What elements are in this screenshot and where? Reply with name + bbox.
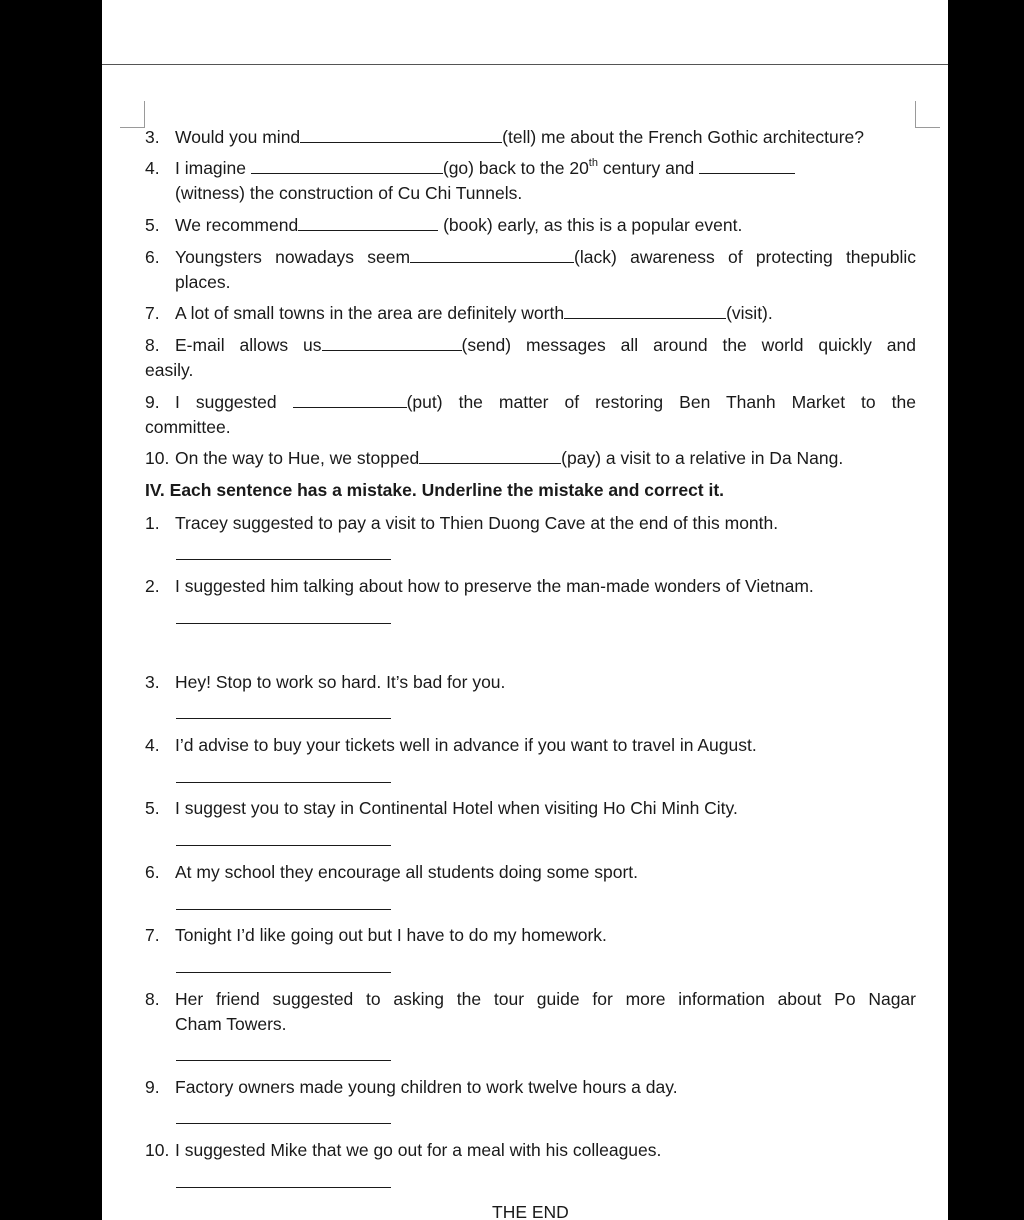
answer-blank[interactable] [322, 336, 462, 351]
exercise-item-4: 4. I imagine (go) back to the 20th century and [145, 158, 795, 178]
exercise-item-7: 7. A lot of small towns in the area are definitely worth (visit). [145, 303, 773, 323]
exercise-item-4-cont: (witness) the construction of Cu Chi Tunnels. [175, 183, 523, 203]
exercise-item-6: 6. Youngsters nowadays seem (lack) awareness of protecting thepublic [145, 247, 916, 267]
exercise-item-3: 3. Would you mind (tell) me about the French Gothic architecture? [145, 127, 865, 147]
crop-mark-right [915, 101, 940, 128]
mistake-item-9: 9. Factory owners made young children to work twelve hours a day. [145, 1077, 678, 1097]
mistake-item-6: 6. At my school they encourage all students doing some sport. [145, 862, 639, 882]
exercise-item-6-cont: places. [175, 272, 231, 292]
exercise-item-9-cont: committee. [145, 417, 231, 437]
mistake-item-1: 1. Tracey suggested to pay a visit to Thien Duong Cave at the end of this month. [145, 513, 779, 533]
exercise-item-8-cont: easily. [145, 360, 194, 380]
mistake-item-8: 8. Her friend suggested to asking the tour guide for more information about Po Nagar [145, 989, 916, 1009]
mistake-item-5: 5. I suggest you to stay in Continental Hotel when visiting Ho Chi Minh City. [145, 798, 738, 818]
crop-mark-left [120, 101, 145, 128]
answer-blank[interactable] [298, 216, 438, 231]
exercise-item-10: 10. On the way to Hue, we stopped (pay) a visit to a relative in Da Nang. [145, 448, 844, 468]
answer-line[interactable] [176, 559, 391, 560]
answer-line[interactable] [176, 718, 391, 719]
mistake-item-8-cont: Cham Towers. [175, 1014, 287, 1034]
answer-line[interactable] [176, 782, 391, 783]
the-end-footer: THE END [492, 1202, 569, 1220]
exercise-item-5: 5. We recommend (book) early, as this is a popular event. [145, 215, 743, 235]
exercise-item-8: 8. E-mail allows us (send) messages all around the world quickly and [145, 335, 916, 355]
answer-line[interactable] [176, 623, 391, 624]
answer-blank[interactable] [410, 248, 574, 263]
mistake-item-2: 2. I suggested him talking about how to preserve the man-made wonders of Vietnam. [145, 576, 814, 596]
header-rule [102, 64, 948, 65]
section-heading: IV. Each sentence has a mistake. Underline the mistake and correct it. [145, 480, 725, 500]
answer-blank[interactable] [699, 159, 795, 174]
document-page [102, 0, 948, 1220]
answer-blank[interactable] [293, 393, 407, 408]
answer-line[interactable] [176, 845, 391, 846]
answer-line[interactable] [176, 972, 391, 973]
answer-blank[interactable] [251, 159, 443, 174]
answer-line[interactable] [176, 1187, 391, 1188]
answer-line[interactable] [176, 1123, 391, 1124]
exercise-item-9: 9. I suggested (put) the matter of restoring Ben Thanh Market to the [145, 392, 916, 412]
answer-line[interactable] [176, 1060, 391, 1061]
answer-line[interactable] [176, 909, 391, 910]
mistake-item-4: 4. I’d advise to buy your tickets well in advance if you want to travel in August. [145, 735, 757, 755]
mistake-item-10: 10. I suggested Mike that we go out for a meal with his colleagues. [145, 1140, 662, 1160]
mistake-item-3: 3. Hey! Stop to work so hard. It’s bad for you. [145, 672, 506, 692]
answer-blank[interactable] [300, 128, 502, 143]
mistake-item-7: 7. Tonight I’d like going out but I have to do my homework. [145, 925, 607, 945]
answer-blank[interactable] [419, 449, 561, 464]
answer-blank[interactable] [564, 304, 726, 319]
